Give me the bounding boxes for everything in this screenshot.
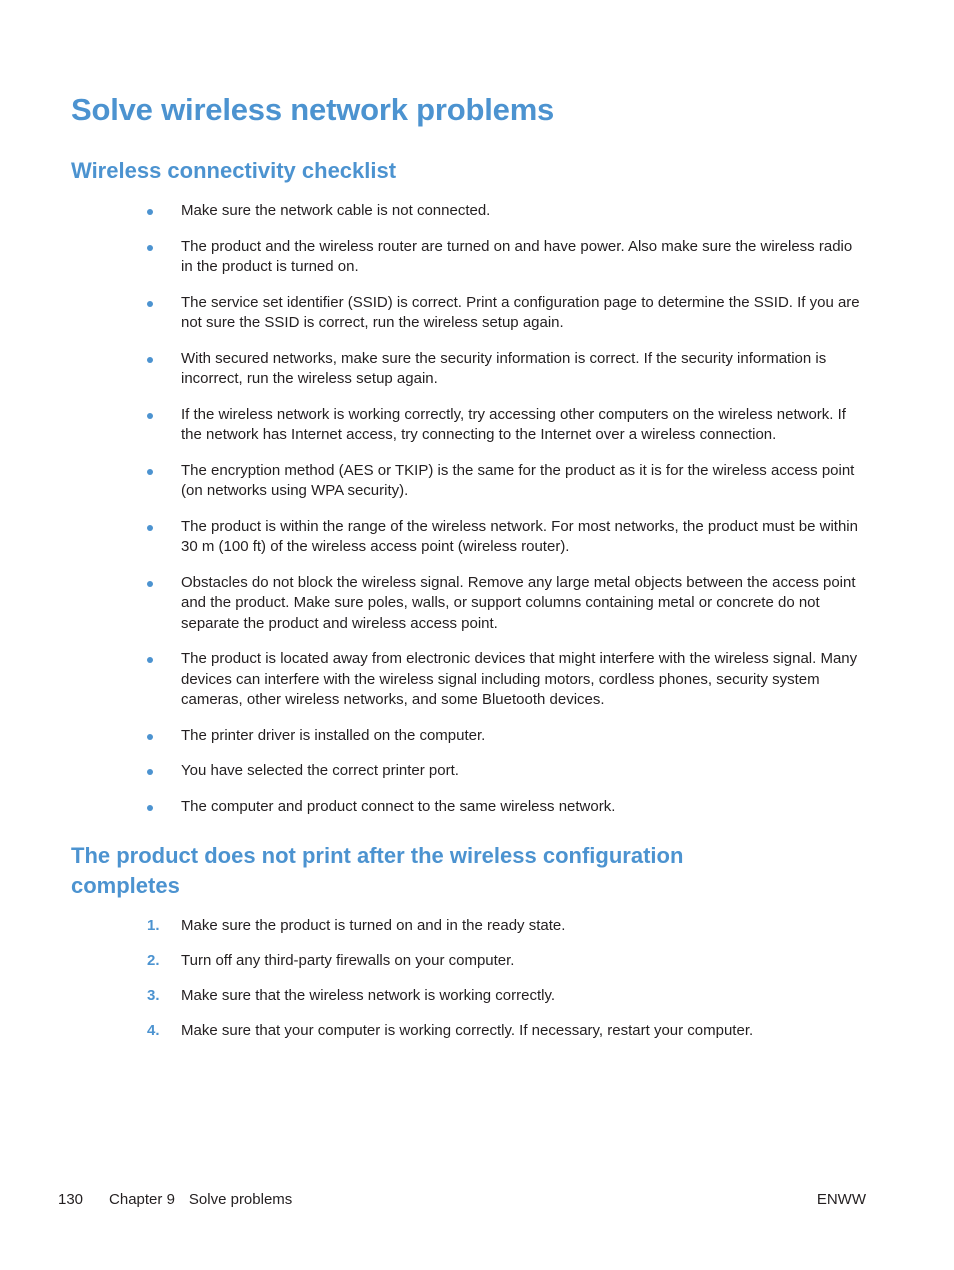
step-item: [147, 986, 867, 1007]
step-item: [147, 916, 867, 937]
list-item-text: The computer and product connect to the same wireless network.: [181, 797, 616, 815]
list-item-text: The encryption method (AES or TKIP) is the same for the product as it is for the wireless access point (on networks using WPA security).: [181, 461, 855, 499]
step-number: 3.: [147, 987, 160, 1004]
bullet-icon: [147, 469, 153, 475]
footer-chapter-title: Solve problems: [188, 1191, 293, 1208]
list-item-text: The product and the wireless router are turned on and have power. Also make sure the wireless radio in the product is turned on.: [181, 237, 853, 275]
list-item-text: The printer driver is installed on the computer.: [181, 726, 486, 744]
step-number: 2.: [147, 952, 160, 969]
footer-right: ENWW: [816, 1191, 866, 1208]
step-text: Make sure the product is turned on and in the ready state.: [181, 917, 566, 934]
list-item: [147, 405, 867, 446]
bullet-icon: [147, 657, 153, 663]
section-heading-checklist: Wireless connectivity checklist: [71, 158, 397, 183]
list-item-text: With secured networks, make sure the security information is correct. If the security information is incorrect, run the wireless setup again.: [181, 349, 827, 387]
list-item: [147, 726, 867, 747]
bullet-icon: [147, 245, 153, 251]
step-item: [147, 1021, 867, 1042]
list-item-text: Obstacles do not block the wireless signal. Remove any large metal objects between the access point and the product. Make sure poles, walls, or support columns containing metal or concrete do not separate the product and wireless access point.: [181, 573, 856, 632]
list-item-text: Make sure the network cable is not connected.: [181, 202, 491, 219]
bullet-icon: [147, 413, 153, 419]
bullet-icon: [147, 581, 153, 587]
footer-chapter: Chapter 9: [109, 1191, 175, 1208]
section-heading-no-print: The product does not print after the wireless configuration completes: [71, 843, 684, 898]
bullet-icon: [147, 209, 153, 215]
list-item: [147, 573, 867, 635]
list-item-text: You have selected the correct printer port.: [181, 762, 459, 779]
step-text: Make sure that the wireless network is working correctly.: [181, 987, 556, 1004]
step-item: [147, 951, 867, 972]
list-item: [147, 201, 867, 222]
steps-list: [147, 916, 867, 1056]
list-item-text: The product is within the range of the wireless network. For most networks, the product must be within 30 m (100 ft) of the wireless access point (wireless router).: [181, 517, 858, 555]
list-item: [147, 237, 867, 278]
bullet-icon: [147, 769, 153, 775]
step-text: Turn off any third-party firewalls on your computer.: [181, 952, 515, 969]
bullet-icon: [147, 301, 153, 307]
list-item: [147, 349, 867, 390]
list-item-text: The product is located away from electronic devices that might interfere with the wireless signal. Many devices can interfere with the wireless signal including motors, cordless phones, security system cameras, other wireless networks, and some Bluetooth devices.: [181, 650, 858, 708]
page-title: Solve wireless network problems: [71, 92, 555, 127]
step-number: 1.: [147, 917, 160, 934]
list-item: [147, 649, 867, 711]
footer-left: [58, 1190, 292, 1210]
list-item: [147, 293, 867, 334]
step-text: Make sure that your computer is working correctly. If necessary, restart your computer.: [181, 1022, 754, 1039]
bullet-icon: [147, 357, 153, 363]
list-item-text: If the wireless network is working correctly, try accessing other computers on the wireless network. If the network has Internet access, try connecting to the Internet over a wireless connection.: [181, 405, 846, 443]
checklist-list: [147, 201, 867, 832]
bullet-icon: [147, 525, 153, 531]
list-item: [147, 461, 867, 502]
list-item: [147, 761, 867, 782]
list-item-text: The service set identifier (SSID) is correct. Print a configuration page to determine the SSID. If you are not sure the SSID is correct, run the wireless setup again.: [181, 293, 860, 331]
bullet-icon: [147, 805, 153, 811]
list-item: [147, 517, 867, 558]
page-number: 130: [58, 1191, 84, 1208]
bullet-icon: [147, 734, 153, 740]
list-item: [147, 797, 867, 818]
step-number: 4.: [147, 1022, 160, 1039]
